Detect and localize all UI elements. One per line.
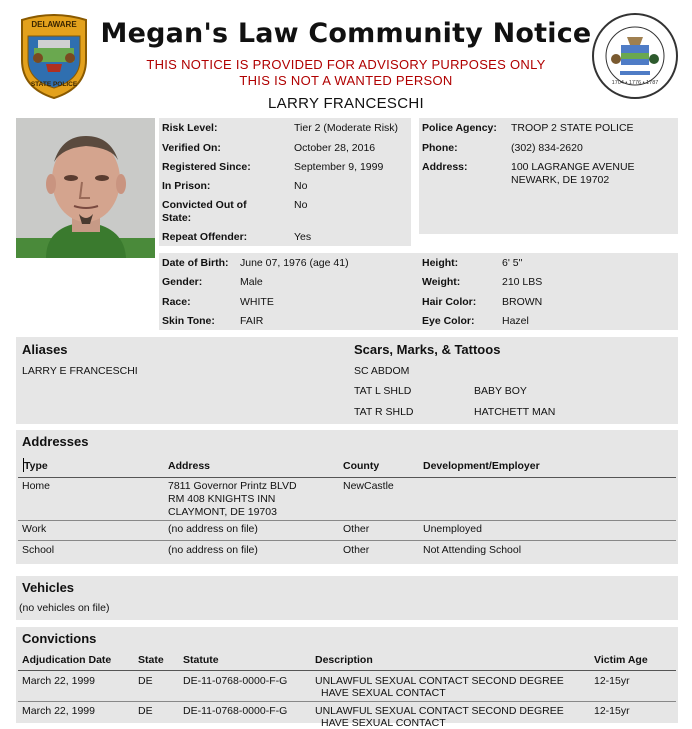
addr-row-school-address: (no address on file)	[168, 544, 258, 556]
vehicles-text: (no vehicles on file)	[19, 602, 110, 614]
scar-code-2: TAT L SHLD	[354, 385, 412, 397]
addr-header-county: County	[343, 460, 380, 472]
scar-desc-3: HATCHETT MAN	[474, 406, 556, 418]
addr-row-home-type: Home	[22, 480, 51, 492]
police-address-line-1: 100 LAGRANGE AVENUE	[511, 161, 635, 173]
police-address-label: Address:	[422, 161, 468, 173]
conv-row-1-desc-2: HAVE SEXUAL CONTACT	[321, 687, 446, 699]
police-address-line-2: NEWARK, DE 19702	[511, 174, 610, 186]
convictions-title: Convictions	[22, 631, 97, 646]
skin-tone-value: FAIR	[240, 315, 264, 327]
scar-desc-2: BABY BOY	[474, 385, 527, 397]
in-prison-value: No	[294, 180, 308, 192]
height-value: 6' 5"	[502, 257, 523, 269]
addr-row-school-employer: Not Attending School	[423, 544, 522, 556]
risk-level-label: Risk Level:	[162, 122, 218, 134]
conv-row-1-desc-1: UNLAWFUL SEXUAL CONTACT SECOND DEGREE	[315, 675, 564, 687]
conv-row-1-state: DE	[138, 675, 153, 687]
offender-name: LARRY FRANCESCHI	[268, 95, 424, 112]
height-label: Height:	[422, 257, 459, 269]
scars-title: Scars, Marks, & Tattoos	[354, 342, 501, 357]
conv-header-description: Description	[315, 654, 373, 666]
offender-photo	[16, 118, 155, 258]
gender-value: Male	[240, 276, 263, 288]
addr-row-home-line-3: CLAYMONT, DE 19703	[168, 506, 277, 518]
addr-header-rule	[18, 477, 676, 478]
skin-tone-label: Skin Tone:	[162, 315, 215, 327]
seal-years: 1704 • 1776 • 1787	[611, 80, 659, 86]
conv-row-2-statute: DE-11-0768-0000-F-G	[183, 705, 288, 717]
addr-row-home-line-2: RM 408 KNIGHTS INN	[168, 493, 276, 505]
addr-row-work-type: Work	[22, 523, 47, 535]
advisory-line-2: THIS IS NOT A WANTED PERSON	[239, 73, 453, 88]
conv-header-victim-age: Victim Age	[594, 654, 648, 666]
hair-color-label: Hair Color:	[422, 296, 477, 308]
vehicles-title: Vehicles	[22, 580, 75, 595]
conv-row-2-date: March 22, 1999	[22, 705, 95, 717]
addr-row-school-type: School	[22, 544, 55, 556]
conv-row-1-statute: DE-11-0768-0000-F-G	[183, 675, 288, 687]
repeat-offender-label: Repeat Offender:	[162, 231, 248, 243]
addr-row-rule-2	[18, 540, 676, 541]
page-title: Megan's Law Community Notice	[100, 18, 592, 49]
addr-header-employer: Development/Employer	[423, 460, 540, 472]
addr-row-rule-1	[18, 520, 676, 521]
dob-value: June 07, 1976 (age 41)	[240, 257, 349, 269]
registered-label: Registered Since:	[162, 161, 251, 173]
addr-header-address: Address	[168, 460, 211, 472]
weight-value: 210 LBS	[502, 276, 543, 288]
advisory-line-1: THIS NOTICE IS PROVIDED FOR ADVISORY PURPOSES ONLY	[146, 57, 546, 72]
addr-row-work-address: (no address on file)	[168, 523, 258, 535]
conv-row-2-victim-age: 12-15yr	[594, 705, 630, 717]
aliases-scars-panel	[16, 337, 678, 424]
in-prison-label: In Prison:	[162, 180, 211, 192]
conv-row-1-date: March 22, 1999	[22, 675, 95, 687]
alias-item: LARRY E FRANCESCHI	[22, 365, 138, 377]
physical-info-panel	[159, 253, 678, 330]
conv-row-2-desc-1: UNLAWFUL SEXUAL CONTACT SECOND DEGREE	[315, 705, 564, 717]
conv-row-1-victim-age: 12-15yr	[594, 675, 630, 687]
addr-row-work-county: Other	[343, 523, 370, 535]
addr-row-work-employer: Unemployed	[423, 523, 482, 535]
conv-header-rule	[18, 670, 676, 671]
police-agency-value: TROOP 2 STATE POLICE	[511, 122, 634, 134]
race-value: WHITE	[240, 296, 274, 308]
addr-row-home-county: NewCastle	[343, 480, 394, 492]
conv-header-date: Adjudication Date	[22, 654, 112, 666]
verified-label: Verified On:	[162, 142, 221, 154]
convicted-oos-label-1: Convicted Out of	[162, 199, 247, 211]
addr-row-school-county: Other	[343, 544, 370, 556]
repeat-offender-value: Yes	[294, 231, 312, 243]
conv-header-statute: Statute	[183, 654, 219, 666]
weight-label: Weight:	[422, 276, 461, 288]
scar-code-1: SC ABDOM	[354, 365, 410, 377]
conv-row-2-desc-2: HAVE SEXUAL CONTACT	[321, 717, 446, 729]
badge-top-text: DELAWARE	[31, 20, 77, 29]
addr-header-type: Type	[24, 460, 48, 472]
conv-row-rule-1	[18, 701, 676, 702]
aliases-title: Aliases	[22, 342, 68, 357]
conv-row-2-state: DE	[138, 705, 153, 717]
addresses-title: Addresses	[22, 434, 89, 449]
risk-level-value: Tier 2 (Moderate Risk)	[294, 122, 399, 134]
dob-label: Date of Birth:	[162, 257, 229, 269]
eye-color-value: Hazel	[502, 315, 529, 327]
convicted-oos-value: No	[294, 199, 308, 211]
eye-color-label: Eye Color:	[422, 315, 475, 327]
badge-bottom-text: STATE POLICE	[30, 81, 78, 88]
police-phone-label: Phone:	[422, 142, 458, 154]
registered-value: September 9, 1999	[294, 161, 384, 173]
convicted-oos-label-2: State:	[162, 212, 192, 224]
vehicles-panel	[16, 576, 678, 620]
addr-row-home-line-1: 7811 Governor Printz BLVD	[168, 480, 297, 492]
police-phone-value: (302) 834-2620	[511, 142, 583, 154]
race-label: Race:	[162, 296, 191, 308]
gender-label: Gender:	[162, 276, 203, 288]
conv-header-state: State	[138, 654, 164, 666]
scar-code-3: TAT R SHLD	[354, 406, 414, 418]
hair-color-value: BROWN	[502, 296, 543, 308]
verified-value: October 28, 2016	[294, 142, 376, 154]
police-agency-label: Police Agency:	[422, 122, 497, 134]
